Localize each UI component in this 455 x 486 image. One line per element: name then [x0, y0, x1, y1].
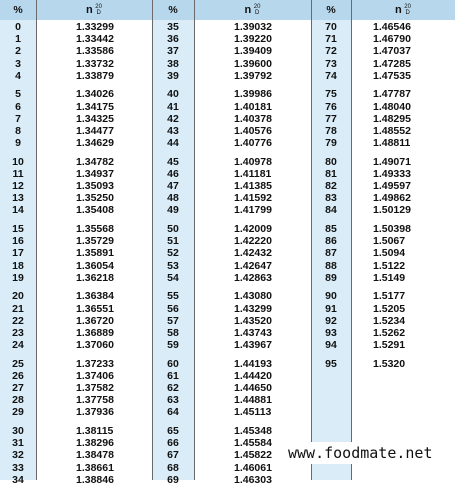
table-cell-index: 1.43967	[234, 339, 272, 352]
header-n-scripts	[254, 4, 261, 16]
table-cell-index: 1.33586	[76, 45, 114, 58]
table-cell-index: 1.38846	[76, 473, 114, 486]
table-cell-percent: 4	[15, 69, 21, 82]
table-cell-percent: 16	[12, 235, 24, 248]
table-cell-index: 1.39032	[234, 21, 272, 33]
table-cell-index: 1.47535	[373, 69, 411, 82]
table-cell-index: 1.5262	[373, 326, 406, 339]
table-cell-percent: 76	[325, 100, 337, 113]
header-n-symbol: n	[244, 4, 252, 16]
table-cell-index: 1.44193	[234, 357, 272, 370]
table-cell-percent: 52	[167, 247, 179, 260]
column-divider	[311, 0, 312, 480]
table-cell-index: 1.34937	[76, 167, 114, 180]
table-cell-percent: 80	[325, 155, 337, 168]
header-percent: %	[168, 4, 178, 16]
table-cell-index: 1.42220	[234, 235, 272, 248]
table-cell-percent: 36	[167, 33, 179, 46]
table-cell-index: 1.43080	[234, 290, 272, 303]
table-cell-percent: 3	[15, 57, 21, 70]
table-cell-index: 1.35568	[76, 223, 114, 236]
header-percent: %	[13, 4, 23, 16]
table-cell-index: 1.45822	[234, 449, 272, 462]
table-cell-percent: 46	[167, 167, 179, 180]
table-cell-index: 1.38478	[76, 449, 114, 462]
table-header-row	[0, 0, 455, 20]
table-cell-index: 1.5122	[373, 259, 406, 272]
table-cell-percent: 7	[15, 112, 21, 125]
table-cell-index: 1.34477	[76, 124, 114, 137]
table-cell-index: 1.33442	[76, 33, 114, 46]
table-cell-percent: 24	[12, 339, 24, 352]
table-cell-percent: 81	[325, 167, 337, 180]
table-cell-percent: 23	[12, 326, 24, 339]
header-percent: %	[326, 4, 336, 16]
table-cell-percent: 49	[167, 204, 179, 217]
table-cell-percent: 83	[325, 192, 337, 205]
table-cell-index: 1.46790	[373, 33, 411, 46]
table-cell-index: 1.40378	[234, 112, 272, 125]
table-cell-index: 1.41799	[234, 204, 272, 217]
table-cell-percent: 32	[12, 449, 24, 462]
table-cell-index: 1.37406	[76, 369, 114, 382]
table-cell-index: 1.42009	[234, 223, 272, 236]
table-cell-index: 1.41592	[234, 192, 272, 205]
table-cell-percent: 42	[167, 112, 179, 125]
table-cell-percent: 33	[12, 461, 24, 474]
table-cell-percent: 10	[12, 155, 24, 168]
table-cell-percent: 35	[167, 21, 179, 33]
table-cell-index: 1.46303	[234, 473, 272, 486]
table-cell-percent: 20	[12, 290, 24, 303]
table-cell-index: 1.45584	[234, 437, 272, 450]
table-cell-percent: 27	[12, 382, 24, 395]
table-cell-percent: 67	[167, 449, 179, 462]
table-cell-percent: 86	[325, 235, 337, 248]
table-cell-percent: 65	[167, 425, 179, 438]
table-cell-percent: 64	[167, 406, 179, 419]
table-cell-index: 1.37582	[76, 382, 114, 395]
table-cell-index: 1.36889	[76, 326, 114, 339]
table-cell-index: 1.46061	[234, 461, 272, 474]
table-cell-percent: 59	[167, 339, 179, 352]
table-cell-percent: 9	[15, 137, 21, 150]
table-cell-index: 1.5094	[373, 247, 406, 260]
watermark-text: www.foodmate.net	[286, 442, 455, 464]
table-cell-index: 1.42863	[234, 271, 272, 284]
table-cell-index: 1.37936	[76, 406, 114, 419]
table-cell-percent: 29	[12, 406, 24, 419]
table-cell-percent: 84	[325, 204, 337, 217]
table-cell-index: 1.47787	[373, 88, 411, 101]
table-cell-percent: 78	[325, 124, 337, 137]
table-cell-index: 1.43743	[234, 326, 272, 339]
table-cell-index: 1.39600	[234, 57, 272, 70]
table-cell-index: 1.36218	[76, 271, 114, 284]
table-cell-percent: 88	[325, 259, 337, 272]
table-cell-percent: 75	[325, 88, 337, 101]
table-cell-index: 1.43299	[234, 302, 272, 315]
table-cell-index: 1.48040	[373, 100, 411, 113]
header-n-superscript: 20	[404, 4, 411, 10]
table-cell-index: 1.49597	[373, 180, 411, 193]
table-cell-percent: 95	[325, 357, 337, 370]
table-cell-percent: 45	[167, 155, 179, 168]
table-cell-percent: 28	[12, 394, 24, 407]
table-cell-percent: 14	[12, 204, 24, 217]
table-cell-percent: 13	[12, 192, 24, 205]
table-cell-index: 1.50398	[373, 223, 411, 236]
table-cell-index: 1.37758	[76, 394, 114, 407]
table-cell-percent: 12	[12, 180, 24, 193]
table-cell-index: 1.46546	[373, 21, 411, 33]
table-cell-index: 1.38115	[76, 425, 114, 438]
table-cell-percent: 26	[12, 369, 24, 382]
header-refractive-index	[36, 0, 152, 20]
table-cell-percent: 5	[15, 88, 21, 101]
table-cell-percent: 6	[15, 100, 21, 113]
table-cell-percent: 77	[325, 112, 337, 125]
header-n-superscript: 20	[253, 4, 261, 10]
table-cell-percent: 93	[325, 326, 337, 339]
header-n-subscript: D	[254, 10, 260, 16]
table-cell-percent: 70	[325, 21, 337, 33]
table-cell-index: 1.45348	[234, 425, 272, 438]
table-cell-percent: 56	[167, 302, 179, 315]
table-cell-index: 1.34325	[76, 112, 114, 125]
table-cell-index: 1.37060	[76, 339, 114, 352]
table-cell-percent: 44	[167, 137, 179, 150]
table-cell-percent: 87	[325, 247, 337, 260]
table-cell-index: 1.34629	[76, 137, 114, 150]
table-cell-index: 1.35250	[76, 192, 114, 205]
table-cell-index: 1.39409	[234, 45, 272, 58]
table-cell-index: 1.49333	[373, 167, 411, 180]
table-cell-percent: 21	[12, 302, 24, 315]
header-refractive-index	[194, 0, 311, 20]
table-cell-percent: 40	[167, 88, 179, 101]
table-cell-percent: 17	[12, 247, 24, 260]
header-n-superscript: 20	[95, 4, 102, 10]
table-cell-index: 1.44420	[234, 369, 272, 382]
table-cell-percent: 73	[325, 57, 337, 70]
table-cell-index: 1.38296	[76, 437, 114, 450]
table-cell-index: 1.35093	[76, 180, 114, 193]
table-cell-percent: 8	[15, 124, 21, 137]
table-cell-index: 1.33299	[76, 21, 114, 33]
table-cell-index: 1.34026	[76, 88, 114, 101]
table-cell-percent: 37	[167, 45, 179, 58]
table-cell-index: 1.40776	[234, 137, 272, 150]
table-cell-index: 1.41385	[234, 180, 272, 193]
table-cell-index: 1.33879	[76, 69, 114, 82]
table-cell-index: 1.40978	[234, 155, 272, 168]
table-cell-percent: 72	[325, 45, 337, 58]
table-cell-percent: 66	[167, 437, 179, 450]
table-cell-index: 1.42647	[234, 259, 272, 272]
table-cell-index: 1.45113	[234, 406, 272, 419]
table-cell-index: 1.40576	[234, 124, 272, 137]
table-cell-percent: 61	[167, 369, 179, 382]
table-cell-percent: 43	[167, 124, 179, 137]
table-cell-index: 1.35891	[76, 247, 114, 260]
table-cell-index: 1.48295	[373, 112, 411, 125]
table-cell-index: 1.47285	[373, 57, 411, 70]
column-divider	[194, 0, 195, 480]
table-cell-percent: 91	[325, 302, 337, 315]
table-cell-percent: 1	[15, 33, 21, 46]
table-cell-percent: 62	[167, 382, 179, 395]
table-cell-percent: 94	[325, 339, 337, 352]
table-cell-percent: 31	[12, 437, 24, 450]
table-cell-percent: 15	[12, 223, 24, 236]
table-cell-percent: 90	[325, 290, 337, 303]
table-cell-index: 1.44881	[234, 394, 272, 407]
table-cell-index: 1.50129	[373, 204, 411, 217]
table-cell-index: 1.35729	[76, 235, 114, 248]
table-cell-percent: 50	[167, 223, 179, 236]
table-cell-index: 1.48552	[373, 124, 411, 137]
table-cell-index: 1.40181	[234, 100, 272, 113]
table-cell-percent: 79	[325, 137, 337, 150]
header-n-symbol: n	[395, 4, 403, 16]
table-cell-index: 1.5320	[373, 357, 406, 370]
table-cell-percent: 92	[325, 314, 337, 327]
table-cell-index: 1.34782	[76, 155, 114, 168]
table-cell-percent: 18	[12, 259, 24, 272]
table-cell-percent: 2	[15, 45, 21, 58]
table-cell-index: 1.48811	[373, 137, 411, 150]
table-cell-index: 1.33732	[76, 57, 114, 70]
header-n-scripts	[404, 4, 411, 16]
table-cell-percent: 0	[15, 21, 21, 33]
table-cell-percent: 25	[12, 357, 24, 370]
table-cell-percent: 19	[12, 271, 24, 284]
table-cell-percent: 41	[167, 100, 179, 113]
table-cell-percent: 51	[167, 235, 179, 248]
table-cell-percent: 74	[325, 69, 337, 82]
table-cell-percent: 39	[167, 69, 179, 82]
table-cell-index: 1.41181	[234, 167, 272, 180]
table-cell-percent: 89	[325, 271, 337, 284]
table-cell-percent: 82	[325, 180, 337, 193]
table-cell-index: 1.34175	[76, 100, 114, 113]
header-refractive-index	[351, 0, 455, 20]
table-cell-percent: 60	[167, 357, 179, 370]
table-cell-percent: 48	[167, 192, 179, 205]
table-cell-index: 1.5205	[373, 302, 406, 315]
table-cell-percent: 38	[167, 57, 179, 70]
column-divider	[36, 0, 37, 480]
table-cell-index: 1.38661	[76, 461, 114, 474]
table-cell-percent: 85	[325, 223, 337, 236]
table-cell-index: 1.36720	[76, 314, 114, 327]
column-divider	[351, 0, 352, 480]
header-n-subscript: D	[96, 10, 101, 16]
table-cell-index: 1.5177	[373, 290, 406, 303]
table-cell-percent: 71	[325, 33, 337, 46]
table-cell-percent: 11	[12, 167, 24, 180]
table-cell-index: 1.47037	[373, 45, 411, 58]
table-cell-index: 1.5067	[373, 235, 406, 248]
table-cell-percent: 55	[167, 290, 179, 303]
table-cell-index: 1.36551	[76, 302, 114, 315]
table-cell-percent: 63	[167, 394, 179, 407]
table-cell-index: 1.44650	[234, 382, 272, 395]
table-cell-percent: 22	[12, 314, 24, 327]
table-cell-index: 1.49071	[373, 155, 411, 168]
table-cell-index: 1.39986	[234, 88, 272, 101]
table-cell-percent: 34	[12, 473, 24, 486]
table-cell-percent: 58	[167, 326, 179, 339]
header-n-symbol: n	[86, 4, 94, 16]
table-cell-index: 1.5291	[373, 339, 406, 352]
table-cell-index: 1.39220	[234, 33, 272, 46]
header-n-scripts	[95, 4, 102, 16]
table-cell-index: 1.43520	[234, 314, 272, 327]
table-cell-index: 1.36054	[76, 259, 114, 272]
table-cell-percent: 47	[167, 180, 179, 193]
table-cell-percent: 53	[167, 259, 179, 272]
column-divider	[152, 0, 153, 480]
table-cell-index: 1.49862	[373, 192, 411, 205]
table-cell-index: 1.37233	[76, 357, 114, 370]
table-cell-index: 1.36384	[76, 290, 114, 303]
table-cell-percent: 30	[12, 425, 24, 438]
header-n-subscript: D	[405, 10, 410, 16]
table-cell-index: 1.42432	[234, 247, 272, 260]
table-cell-percent: 69	[167, 473, 179, 486]
table-cell-index: 1.39792	[234, 69, 272, 82]
table-cell-percent: 54	[167, 271, 179, 284]
table-cell-percent: 57	[167, 314, 179, 327]
table-cell-index: 1.5149	[373, 271, 406, 284]
table-cell-percent: 68	[167, 461, 179, 474]
table-cell-index: 1.35408	[76, 204, 114, 217]
table-cell-index: 1.5234	[373, 314, 406, 327]
